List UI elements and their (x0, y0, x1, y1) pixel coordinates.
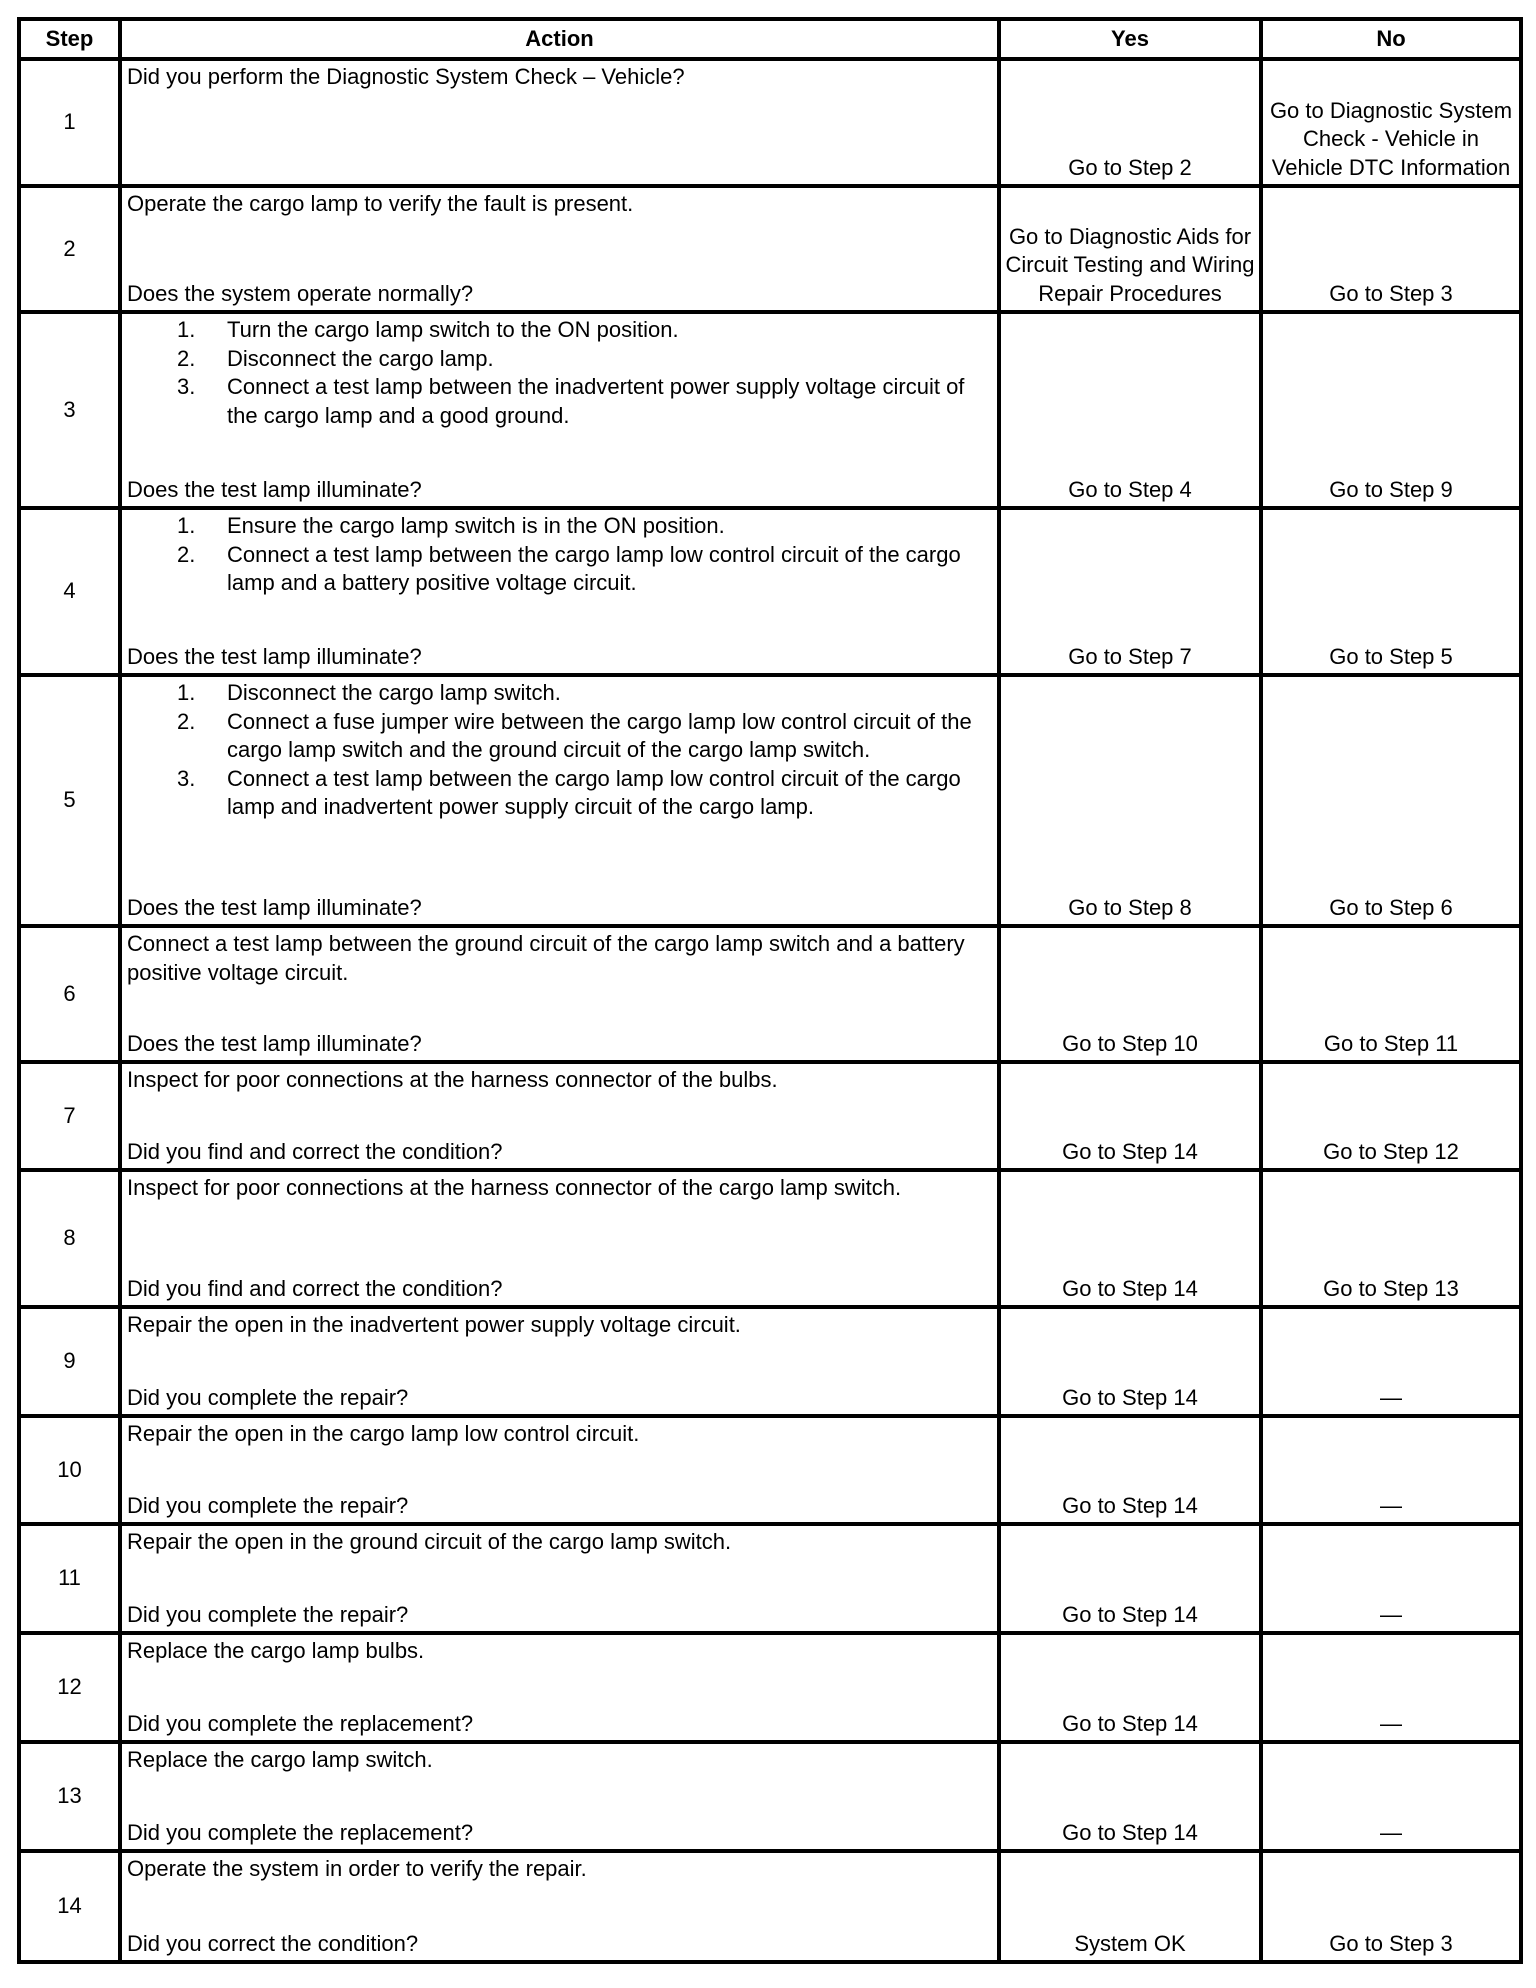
no-result: Go to Step 9 (1261, 312, 1521, 508)
step-number: 2 (19, 186, 120, 312)
no-result: Go to Step 6 (1261, 675, 1521, 926)
action-question: Did you find and correct the condition? (127, 1138, 503, 1164)
yes-result: Go to Step 14 (999, 1742, 1261, 1851)
yes-result: Go to Step 10 (999, 926, 1261, 1062)
no-result: — (1261, 1307, 1521, 1416)
step-number: 6 (19, 926, 120, 1062)
yes-result: Go to Step 14 (999, 1416, 1261, 1524)
action-question: Did you correct the condition? (127, 1930, 419, 1956)
substep-text: Connect a fuse jumper wire between the cargo lamp low control circuit of the cargo lamp switch and the ground circuit of the cargo lamp switch. (227, 708, 972, 762)
action-intro: Did you perform the Diagnostic System Check – Vehicle? (127, 64, 685, 89)
yes-result: Go to Step 8 (999, 675, 1261, 926)
yes-result: Go to Diagnostic Aids for Circuit Testing and Wiring Repair Procedures (999, 186, 1261, 312)
no-result: Go to Step 5 (1261, 508, 1521, 675)
action-content (127, 1855, 992, 1958)
action-intro: Inspect for poor connections at the harness connector of the bulbs. (127, 1067, 778, 1092)
action-question: Does the system operate normally? (127, 280, 474, 306)
substep-text: Connect a test lamp between the cargo lamp low control circuit of the cargo lamp and a battery positive voltage circuit. (227, 541, 961, 595)
action-cell (120, 675, 999, 926)
no-result: Go to Step 3 (1261, 186, 1521, 312)
no-result: Go to Diagnostic System Check - Vehicle in Vehicle DTC Information (1261, 59, 1521, 186)
substep-item (177, 765, 992, 822)
step-number: 4 (19, 508, 120, 675)
table-row (19, 186, 1521, 312)
substep-item (177, 512, 992, 541)
step-number: 5 (19, 675, 120, 926)
yes-result: System OK (999, 1851, 1261, 1962)
yes-result: Go to Step 14 (999, 1170, 1261, 1307)
substep-list (127, 512, 992, 598)
action-cell (120, 1307, 999, 1416)
action-content (127, 1420, 992, 1520)
action-instructions (127, 1311, 992, 1340)
action-intro: Operate the cargo lamp to verify the fault is present. (127, 191, 634, 216)
action-intro: Repair the open in the cargo lamp low control circuit. (127, 1421, 640, 1446)
yes-result: Go to Step 14 (999, 1524, 1261, 1633)
table-row (19, 59, 1521, 186)
action-instructions (127, 1066, 992, 1095)
action-instructions (127, 1746, 992, 1775)
action-content (127, 1746, 992, 1847)
yes-result: Go to Step 14 (999, 1633, 1261, 1742)
action-question: Does the test lamp illuminate? (127, 476, 422, 502)
substep-text: Turn the cargo lamp switch to the ON position. (227, 317, 679, 342)
action-content (127, 1174, 992, 1303)
action-cell (120, 312, 999, 508)
substep-list (127, 316, 992, 430)
action-intro: Replace the cargo lamp bulbs. (127, 1638, 425, 1663)
substep-item (177, 541, 992, 598)
action-instructions (127, 512, 992, 598)
substep-number: 1. (177, 680, 196, 705)
action-instructions (127, 63, 992, 92)
diagnostic-table (17, 17, 1523, 1964)
action-instructions (127, 1420, 992, 1449)
substep-number: 3. (177, 765, 196, 791)
step-number: 7 (19, 1062, 120, 1170)
table-row (19, 1851, 1521, 1962)
no-result: — (1261, 1416, 1521, 1524)
table-row (19, 1170, 1521, 1307)
no-result: Go to Step 11 (1261, 926, 1521, 1062)
action-intro: Replace the cargo lamp switch. (127, 1747, 433, 1772)
no-result: Go to Step 13 (1261, 1170, 1521, 1307)
substep-number: 2. (177, 345, 196, 371)
substep-text: Disconnect the cargo lamp switch. (227, 680, 561, 705)
action-question: Did you complete the repair? (127, 1601, 409, 1627)
table-row (19, 1742, 1521, 1851)
action-question: Did you complete the repair? (127, 1384, 409, 1410)
substep-item (177, 345, 992, 374)
action-instructions (127, 1528, 992, 1557)
action-cell (120, 1633, 999, 1742)
table-row (19, 675, 1521, 926)
substep-text: Disconnect the cargo lamp. (227, 345, 494, 371)
substep-item (177, 679, 992, 708)
table-row (19, 312, 1521, 508)
action-intro: Inspect for poor connections at the harness connector of the cargo lamp switch. (127, 1175, 902, 1200)
substep-text: Ensure the cargo lamp switch is in the ON position. (227, 513, 725, 538)
header-action: Action (120, 19, 999, 59)
action-cell (120, 1170, 999, 1307)
action-content (127, 930, 992, 1058)
action-instructions (127, 1174, 992, 1203)
table-row (19, 1633, 1521, 1742)
action-question: Does the test lamp illuminate? (127, 894, 422, 920)
action-content (127, 63, 992, 182)
action-content (127, 1066, 992, 1166)
substep-list (127, 679, 992, 822)
action-intro: Operate the system in order to verify the repair. (127, 1856, 587, 1881)
step-number: 11 (19, 1524, 120, 1633)
action-instructions (127, 316, 992, 430)
step-number: 14 (19, 1851, 120, 1962)
action-cell (120, 59, 999, 186)
substep-number: 2. (177, 541, 196, 567)
action-intro: Connect a test lamp between the ground circuit of the cargo lamp switch and a battery positive voltage circuit. (127, 931, 965, 985)
action-cell (120, 1416, 999, 1524)
step-number: 12 (19, 1633, 120, 1742)
table-row (19, 1524, 1521, 1633)
action-cell (120, 926, 999, 1062)
substep-number: 2. (177, 708, 196, 734)
step-number: 1 (19, 59, 120, 186)
step-number: 3 (19, 312, 120, 508)
step-number: 10 (19, 1416, 120, 1524)
table-row (19, 1062, 1521, 1170)
action-content (127, 316, 992, 504)
action-cell (120, 1742, 999, 1851)
no-result: — (1261, 1633, 1521, 1742)
substep-item (177, 316, 992, 345)
substep-number: 1. (177, 513, 196, 538)
action-cell (120, 1062, 999, 1170)
substep-text: Connect a test lamp between the cargo lamp low control circuit of the cargo lamp and inadvertent power supply circuit of the cargo lamp. (227, 765, 961, 819)
yes-result: Go to Step 2 (999, 59, 1261, 186)
table-row (19, 1307, 1521, 1416)
substep-number: 3. (177, 374, 196, 399)
table-row (19, 1416, 1521, 1524)
header-yes: Yes (999, 19, 1261, 59)
action-content (127, 1528, 992, 1629)
action-intro: Repair the open in the inadvertent power supply voltage circuit. (127, 1312, 741, 1337)
action-cell (120, 1851, 999, 1962)
step-number: 8 (19, 1170, 120, 1307)
action-content (127, 1311, 992, 1412)
action-question: Did you complete the repair? (127, 1492, 409, 1518)
no-result: Go to Step 12 (1261, 1062, 1521, 1170)
no-result: Go to Step 3 (1261, 1851, 1521, 1962)
action-cell (120, 508, 999, 675)
no-result: — (1261, 1524, 1521, 1633)
substep-item (177, 708, 992, 765)
header-step: Step (19, 19, 120, 59)
header-no: No (1261, 19, 1521, 59)
action-cell (120, 1524, 999, 1633)
step-number: 13 (19, 1742, 120, 1851)
header-row (19, 19, 1521, 59)
substep-item (177, 373, 992, 430)
action-instructions (127, 1855, 992, 1884)
action-question: Does the test lamp illuminate? (127, 643, 422, 669)
action-question: Did you complete the replacement? (127, 1710, 474, 1736)
action-cell (120, 186, 999, 312)
action-content (127, 1637, 992, 1738)
action-instructions (127, 190, 992, 219)
action-question: Did you find and correct the condition? (127, 1275, 503, 1301)
no-result: — (1261, 1742, 1521, 1851)
action-instructions (127, 930, 992, 987)
step-number: 9 (19, 1307, 120, 1416)
action-instructions (127, 1637, 992, 1666)
action-question: Did you complete the replacement? (127, 1819, 474, 1845)
action-intro: Repair the open in the ground circuit of the cargo lamp switch. (127, 1529, 732, 1554)
yes-result: Go to Step 14 (999, 1062, 1261, 1170)
table-row (19, 926, 1521, 1062)
yes-result: Go to Step 4 (999, 312, 1261, 508)
action-content (127, 679, 992, 922)
table-row (19, 508, 1521, 675)
substep-text: Connect a test lamp between the inadvertent power supply voltage circuit of the cargo lamp and a good ground. (227, 374, 965, 428)
action-content (127, 512, 992, 671)
action-question: Does the test lamp illuminate? (127, 1030, 422, 1056)
yes-result: Go to Step 14 (999, 1307, 1261, 1416)
action-content (127, 190, 992, 308)
substep-number: 1. (177, 317, 196, 342)
yes-result: Go to Step 7 (999, 508, 1261, 675)
action-instructions (127, 679, 992, 822)
table-body (19, 59, 1521, 1962)
